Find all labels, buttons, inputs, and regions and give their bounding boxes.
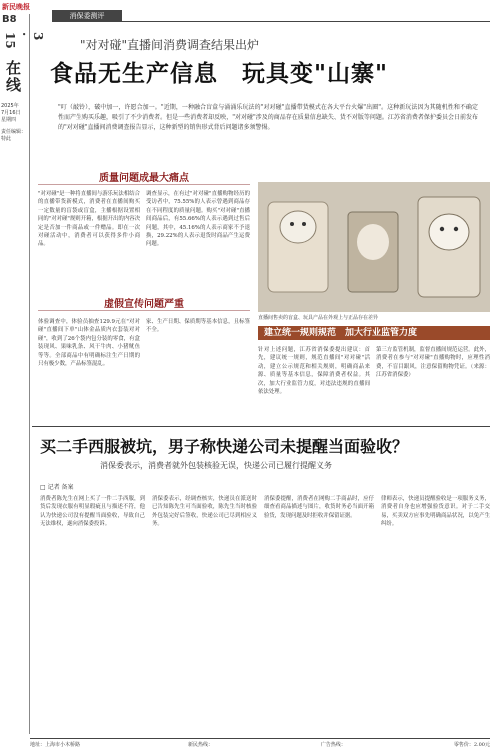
false-ads-col-1: 体验调查中，体验员抽查129.9元在"对对碰"直播间下单"山体金品质内衣套装对对碰"，收到了26个袋内包分装的零食，有盒装现风、果味乳条、风干牛肉、小猪鱿鱼等等。全部商品中有明确标注生产日期的只有极少数，产品标签混乱。 bbox=[38, 319, 140, 368]
footer-address: 地址：上海市小木桥路 bbox=[30, 742, 81, 748]
article-subhead: "对对碰"直播间消费调查结果出炉 bbox=[80, 38, 260, 52]
bottom-col-4: 律师表示，快递员提醒验收是一项服务义务，消费者自身也应增强验货意识。对于二手交易，买卖双方应事先明确商品状况，以免产生纠纷。 bbox=[381, 496, 490, 528]
quality-col-2: 调查显示，在有过"对对碰"直播购物经历的受访者中，75.55%的人表示曾遇到商品存在不同程度的质量问题。购买"对对碰"直播间商品后，有55.66%的人表示遇到过售后问题，其中，45.16%的人表示商家不予退换，29.22%的人表示退货时商品产生运费问题。 bbox=[146, 191, 250, 248]
section-header-false-ads: 虚假宣传问题严重 bbox=[38, 298, 250, 311]
section-divider bbox=[32, 426, 490, 427]
product-photo bbox=[258, 182, 490, 312]
bottom-col-1: 消费者陈先生在网上买了一件二手西服，到货后发现衣服有明显瑕疵且与描述不符，他认为快递公司没有提醒当面验收，导致自己无法维权，遂向消保委投诉。 bbox=[40, 496, 145, 528]
section-name: 在线 bbox=[4, 60, 22, 94]
page-number: B8 bbox=[2, 14, 17, 25]
issue-date: 3 · 15 bbox=[3, 32, 45, 49]
photo-illustration bbox=[258, 182, 490, 312]
tag-rule bbox=[120, 21, 490, 22]
page-footer bbox=[30, 738, 490, 748]
bottom-col-3: 消保委提醒，消费者在网购二手商品时，应仔细查看商品描述与图片，收货时务必当面开箱验货，发现问题及时拒收并保留证据。 bbox=[264, 496, 374, 519]
byline: □ 记者 备案 bbox=[40, 484, 74, 491]
brand-logo: 新民晚报 bbox=[2, 3, 30, 11]
photo-caption: 直播间售卖的盲盒、玩具产品在外观上与正品存在差异 bbox=[258, 315, 379, 321]
footer-hotline: 新民热线： bbox=[187, 742, 213, 748]
bottom-col-2: 消保委表示，经调查核实，快递员在派送时已告知陈先生可当面验收，陈先生当时核验外包装完好后签收，快递公司已尽到相应义务。 bbox=[152, 496, 257, 528]
false-ads-col-2: 家、生产日期、保质期等基本信息，且标签不全。 bbox=[146, 319, 250, 334]
section-header-quality: 质量问题成最大痛点 bbox=[38, 172, 250, 185]
publication-date: 2025年 7月16日 星期四 bbox=[1, 103, 21, 123]
footer-ad: 广告热线： bbox=[320, 742, 346, 748]
column-tag: 消保委测评 bbox=[52, 10, 122, 22]
section-header-regulation: 建立统一规则规范 加大行业监管力度 bbox=[258, 326, 490, 340]
editor-credit: 责任编辑： 特此 bbox=[1, 129, 27, 142]
article-headline: 食品无生产信息 玩具变"山寨" bbox=[50, 60, 388, 87]
regulation-col-2: 第三方监管机制，监督直播间规范运营。此外，消费者在参与"对对碰"直播购物时，应理性消费，不盲目跟风，注意保留购物凭证。（来源：江苏省消保委） bbox=[376, 347, 490, 379]
article-lead: "叮（敲铃），破中加一，许愿合加一。"近期，一种融合盲盒与涌涌乐玩法的"对对碰"直播带货模式在各大平台火爆"出圈"。这种新玩法因为其随机性和不确定性而产生购买乐趣，吸引了不少消费者。但是一些消费者却反映，"对对碰"涉及的商品存在质量信息缺失、货不对版等问题。江苏省消费者保护委员会日前发布的"对对碰"直播间消费调查报告显示，这种新型的销售形式背后问题诸多须警惕。 bbox=[58, 104, 478, 131]
regulation-col-1: 针对上述问题，江苏省消保委提出建议：首先，建议统一规则，规范直播间"对对碰"活动，建立公示规范和相关规则，明确商品来源、质量等基本信息，保障消费者权益。其次，加大行业监管力度，对违法违规的直播间依法处理。 bbox=[258, 347, 370, 396]
quality-col-1: "对对碰"是一种将直播间与游乐玩法相结合的直播带货新模式，消费者在直播间购买一定数量的盲袋或盲盒，主播根据设置相同的"对对碰"规则开箱，根据开出的内容决定是否加一件商品或一件赠品。即在一次对碰活动中，消费者可以获得多件小商品。 bbox=[38, 191, 140, 248]
bottom-subhead: 消保委表示，消费者就外包装核验无误，快递公司已履行提醒义务 bbox=[100, 461, 332, 470]
bottom-headline: 买二手西服被坑，男子称快递公司未提醒当面验收？ bbox=[40, 437, 409, 456]
footer-price: 零售价：2.00元 bbox=[453, 742, 490, 748]
